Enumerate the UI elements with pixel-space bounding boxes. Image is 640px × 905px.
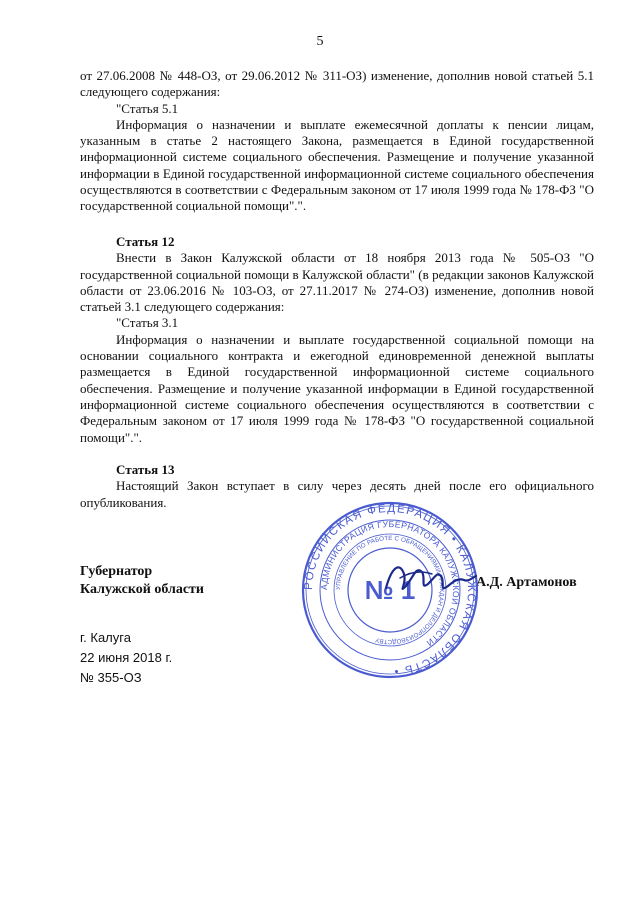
stamp-inner-text: АДМИНИСТРАЦИЯ ГУБЕРНАТОРА КАЛУЖСКОЙ ОБЛАСТИ bbox=[318, 518, 462, 649]
article-12-heading: Статья 12 bbox=[116, 234, 175, 249]
article-12-text: Внести в Закон Калужской области от 18 ноября 2013 года № 505-ОЗ "О государственной социальной помощи в Калужской области" (в редакции законов Калужской области от 23.06.2016 № 103-ОЗ, от 27.11.2017 № 274-ОЗ) изменение, дополнив новой статьей 3.1 следующего содержания: bbox=[80, 250, 594, 315]
text-block-top bbox=[80, 68, 594, 215]
article-3-1-heading: "Статья 3.1 bbox=[116, 315, 179, 331]
signer-name: А.Д. Артамонов bbox=[476, 575, 577, 590]
article-13-text: Настоящий Закон вступает в силу через десять дней после его официального опубликования. bbox=[80, 478, 594, 510]
article-3-1-text: Информация о назначении и выплате государственной социальной помощи на основании социального контракта и ежегодной единовременной денежной выплаты размещается в Единой государственной информационной системе социального обеспечения. Размещение и получение указанной информации в Единой государственной информационной системе социального обеспечения осуществляются в соответствии с Федеральным законом от 17 июля 1999 года № 178-ФЗ "О государственной социальной помощи".". bbox=[80, 331, 594, 445]
article-5-1-heading: "Статья 5.1 bbox=[116, 100, 179, 116]
text-block-article-12 bbox=[80, 234, 594, 446]
article-5-1-text: Информация о назначении и выплате ежемесячной доплаты к пенсии лицам, указанным в статье 2 настоящего Закона, размещается в Единой государственной информационной системе социального обеспечения. Размещение и получение указанной информации в Единой государственной информационной системе социального обеспечения осуществляются в соответствии с Федеральным законом от 17 июля 1999 года № 178-ФЗ "О государственной социальной помощи".". bbox=[80, 116, 594, 214]
stamp-outer-text: РОССИЙСКАЯ ФЕДЕРАЦИЯ • КАЛУЖСКАЯ ОБЛАСТЬ • bbox=[302, 502, 478, 677]
article-13-heading: Статья 13 bbox=[116, 462, 175, 477]
place-date-number bbox=[80, 628, 172, 688]
stamp-innermost-text: УПРАВЛЕНИЕ ПО РАБОТЕ С ОБРАЩЕНИЯМИ ГРАЖДАН И ДЕЛОПРОИЗВОДСТВУ bbox=[334, 534, 446, 646]
city: г. Калуга bbox=[80, 630, 131, 645]
handwritten-signature bbox=[380, 548, 480, 608]
signatory-title-line1: Губернатор bbox=[80, 564, 153, 579]
stamp-center-number: № 1 bbox=[364, 575, 416, 605]
paragraph-amendment-intro: от 27.06.2008 № 448-ОЗ, от 29.06.2012 № 311-ОЗ) изменение, дополнив новой статьей 5.1 следующего содержания: bbox=[80, 68, 594, 100]
page-number: 5 bbox=[316, 34, 324, 49]
signatory-title bbox=[80, 563, 204, 599]
date: 22 июня 2018 г. bbox=[80, 650, 173, 665]
signatory-title-line2: Калужской области bbox=[80, 582, 204, 597]
law-number: № 355-ОЗ bbox=[80, 670, 142, 685]
